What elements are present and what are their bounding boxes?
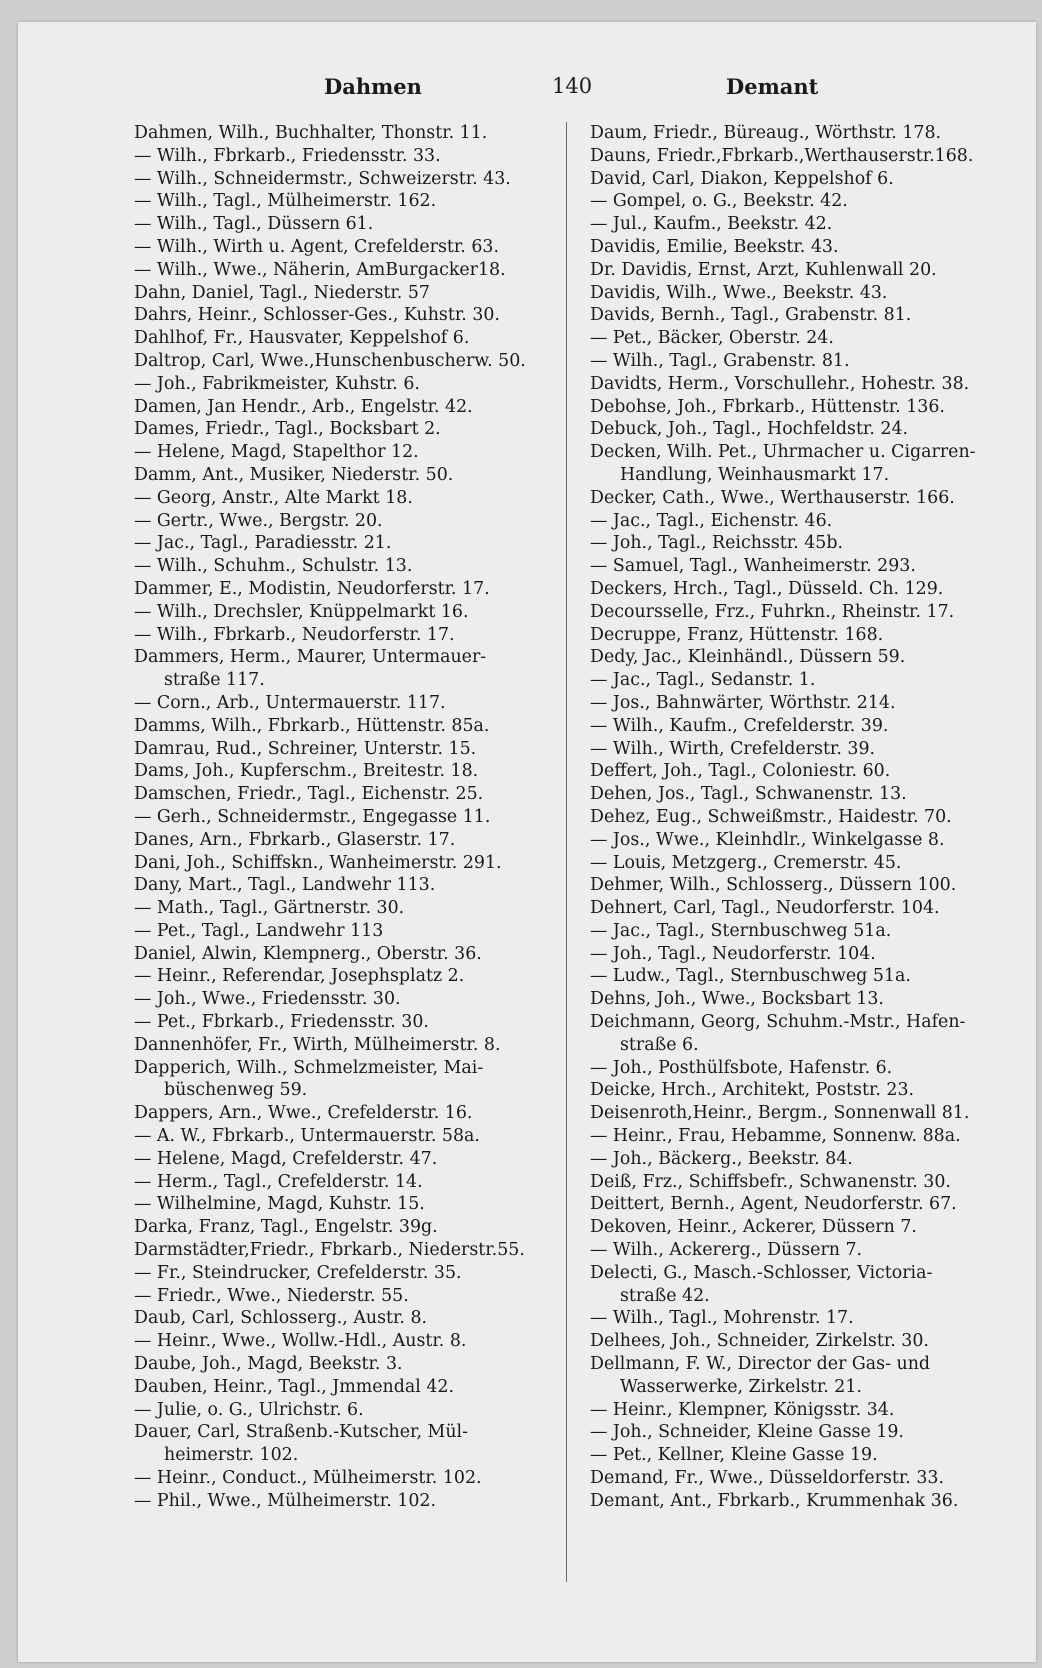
- directory-entry: — Math., Tagl., Gärtnerstr. 30.: [134, 898, 405, 919]
- directory-entry: — Pet., Tagl., Landwehr 113: [134, 920, 384, 941]
- directory-entry: Dr. Davidis, Ernst, Arzt, Kuhlenwall 20.: [590, 259, 937, 280]
- directory-entry: — Heinr., Referendar, Josephsplatz 2.: [134, 966, 465, 987]
- directory-entry: Dauben, Heinr., Tagl., Jmmendal 42.: [134, 1376, 454, 1397]
- directory-entry: — Wilh., Kaufm., Crefelderstr. 39.: [590, 715, 889, 736]
- directory-entry: — Heinr., Frau, Hebamme, Sonnenw. 88a.: [590, 1126, 961, 1147]
- directory-entry: Dames, Friedr., Tagl., Bocksbart 2.: [134, 419, 441, 440]
- directory-entry: — Joh., Tagl., Neudorferstr. 104.: [590, 943, 876, 964]
- directory-entry: Dammers, Herm., Maurer, Untermauer-: [134, 647, 487, 668]
- directory-entry: Davids, Bernh., Tagl., Grabenstr. 81.: [590, 305, 912, 326]
- directory-entry: Dahrs, Heinr., Schlosser-Ges., Kuhstr. 30.: [134, 305, 500, 326]
- directory-entry: — Wilh., Wirth, Crefelderstr. 39.: [590, 738, 876, 759]
- directory-entry: Decoursselle, Frz., Fuhrkn., Rheinstr. 17.: [590, 601, 955, 622]
- directory-entry: — Wilh., Drechsler, Knüppelmarkt 16.: [134, 601, 469, 622]
- directory-entry: Deckers, Hrch., Tagl., Düsseld. Ch. 129.: [590, 578, 944, 599]
- directory-entry: Darmstädter,Friedr., Fbrkarb., Niederstr.55.: [134, 1240, 525, 1261]
- directory-entry: — Gertr., Wwe., Bergstr. 20.: [134, 510, 383, 531]
- right-column: [590, 122, 1020, 1513]
- directory-entry: Dehmer, Wilh., Schlosserg., Düssern 100.: [590, 875, 957, 896]
- directory-entry: — Wilh., Wirth u. Agent, Crefelderstr. 63.: [134, 236, 500, 257]
- directory-entry: — Jac., Tagl., Paradiesstr. 21.: [134, 533, 392, 554]
- directory-entry: Darka, Franz, Tagl., Engelstr. 39g.: [134, 1217, 438, 1238]
- directory-entry: — Joh., Fabrikmeister, Kuhstr. 6.: [134, 373, 420, 394]
- directory-entry: heimerstr. 102.: [164, 1445, 299, 1466]
- directory-entry: — Jac., Tagl., Sedanstr. 1.: [590, 670, 816, 691]
- directory-entry: — Helene, Magd, Stapelthor 12.: [134, 442, 419, 463]
- directory-entry: — Samuel, Tagl., Wanheimerstr. 293.: [590, 556, 916, 577]
- directory-entry: — Jac., Tagl., Eichenstr. 46.: [590, 510, 833, 531]
- directory-entry: straße 117.: [164, 670, 265, 691]
- directory-entry: — Gerh., Schneidermstr., Engegasse 11.: [134, 806, 491, 827]
- directory-entry: Davidis, Emilie, Beekstr. 43.: [590, 236, 839, 257]
- directory-entry: — Gompel, o. G., Beekstr. 42.: [590, 191, 848, 212]
- directory-entry: Dauns, Friedr.,Fbrkarb.,Werthauserstr.168.: [590, 145, 974, 166]
- directory-entry: — Jos., Bahnwärter, Wörthstr. 214.: [590, 692, 896, 713]
- directory-entry: Daniel, Alwin, Klempnerg., Oberstr. 36.: [134, 943, 482, 964]
- directory-entry: Dauer, Carl, Straßenb.-Kutscher, Mül-: [134, 1422, 468, 1443]
- directory-entry: — Wilh., Tagl., Düssern 61.: [134, 214, 374, 235]
- directory-entry: David, Carl, Diakon, Keppelshof 6.: [590, 168, 894, 189]
- directory-entry: Daum, Friedr., Büreaug., Wörthstr. 178.: [590, 123, 942, 143]
- directory-entry: — Joh., Posthülfsbote, Hafenstr. 6.: [590, 1057, 893, 1078]
- directory-entry: Damen, Jan Hendr., Arb., Engelstr. 42.: [134, 396, 473, 417]
- directory-entry: — Joh., Schneider, Kleine Gasse 19.: [590, 1422, 904, 1443]
- directory-entry: Daltrop, Carl, Wwe.,Hunschenbuscherw. 50.: [134, 350, 526, 371]
- directory-entry: — Pet., Fbrkarb., Friedensstr. 30.: [134, 1012, 429, 1033]
- directory-page: [18, 22, 1036, 1662]
- directory-entry: — Heinr., Wwe., Wollw.-Hdl., Austr. 8.: [134, 1331, 467, 1352]
- directory-entry: Daube, Joh., Magd, Beekstr. 3.: [134, 1354, 403, 1375]
- directory-entry: Dannenhöfer, Fr., Wirth, Mülheimerstr. 8.: [134, 1034, 501, 1055]
- directory-entry: — Ludw., Tagl., Sternbuschweg 51a.: [590, 966, 911, 987]
- directory-entry: Dams, Joh., Kupferschm., Breitestr. 18.: [134, 761, 479, 782]
- directory-entry: Davidis, Wilh., Wwe., Beekstr. 43.: [590, 282, 888, 303]
- directory-entry: — Wilh., Tagl., Mohrenstr. 17.: [590, 1308, 854, 1329]
- directory-entry: Deittert, Bernh., Agent, Neudorferstr. 67.: [590, 1194, 957, 1215]
- directory-entry: — Phil., Wwe., Mülheimerstr. 102.: [134, 1490, 436, 1511]
- directory-entry: Daub, Carl, Schlosserg., Austr. 8.: [134, 1308, 428, 1329]
- directory-entry: Decken, Wilh. Pet., Uhrmacher u. Cigarren-: [590, 442, 976, 463]
- directory-entry: Dapperich, Wilh., Schmelzmeister, Mai-: [134, 1057, 484, 1078]
- directory-entry: — Wilh., Schuhm., Schulstr. 13.: [134, 556, 413, 577]
- directory-entry: — Helene, Magd, Crefelderstr. 47.: [134, 1148, 438, 1169]
- directory-entry: Dappers, Arn., Wwe., Crefelderstr. 16.: [134, 1103, 473, 1124]
- directory-entry: Delhees, Joh., Schneider, Zirkelstr. 30.: [590, 1331, 929, 1352]
- directory-entry: Dekoven, Heinr., Ackerer, Düssern 7.: [590, 1217, 917, 1238]
- directory-entry: — Pet., Kellner, Kleine Gasse 19.: [590, 1445, 878, 1466]
- directory-entry: Deichmann, Georg, Schuhm.-Mstr., Hafen-: [590, 1012, 966, 1033]
- directory-entry: Wasserwerke, Zirkelstr. 21.: [620, 1376, 862, 1397]
- directory-entry: — Corn., Arb., Untermauerstr. 117.: [134, 692, 446, 713]
- directory-entry: Demand, Fr., Wwe., Düsseldorferstr. 33.: [590, 1468, 945, 1489]
- column-divider: [566, 122, 567, 1582]
- directory-entry: — Friedr., Wwe., Niederstr. 55.: [134, 1285, 409, 1306]
- directory-entry: Dany, Mart., Tagl., Landwehr 113.: [134, 875, 436, 896]
- directory-entry: — Wilh., Wwe., Näherin, AmBurgacker18.: [134, 259, 506, 280]
- left-column: [134, 122, 554, 1513]
- directory-entry: Demant, Ant., Fbrkarb., Krummenhak 36.: [590, 1490, 959, 1511]
- directory-entry: Deiß, Frz., Schiffsbefr., Schwanenstr. 30.: [590, 1171, 951, 1192]
- directory-entry: — Louis, Metzgerg., Cremerstr. 45.: [590, 852, 902, 873]
- directory-entry: — Joh., Wwe., Friedensstr. 30.: [134, 989, 401, 1010]
- directory-entry: — Wilh., Ackererg., Düssern 7.: [590, 1240, 863, 1261]
- directory-entry: Damrau, Rud., Schreiner, Unterstr. 15.: [134, 738, 477, 759]
- directory-entry: Dani, Joh., Schiffskn., Wanheimerstr. 291.: [134, 852, 502, 873]
- directory-entry: — Pet., Bäcker, Oberstr. 24.: [590, 328, 834, 349]
- page-header: [128, 74, 1008, 108]
- directory-entry: Dahmen, Wilh., Buchhalter, Thonstr. 11.: [134, 123, 488, 143]
- directory-entry: Deisenroth,Heinr., Bergm., Sonnenwall 81.: [590, 1103, 970, 1124]
- directory-entry: — Julie, o. G., Ulrichstr. 6.: [134, 1399, 364, 1420]
- directory-entry: — A. W., Fbrkarb., Untermauerstr. 58a.: [134, 1126, 480, 1147]
- directory-entry: — Jul., Kaufm., Beekstr. 42.: [590, 214, 833, 235]
- directory-entry: — Joh., Tagl., Reichsstr. 45b.: [590, 533, 844, 554]
- directory-entry: Handlung, Weinhausmarkt 17.: [620, 464, 890, 485]
- directory-entry: — Jac., Tagl., Sternbuschweg 51a.: [590, 920, 892, 941]
- directory-entry: Damm, Ant., Musiker, Niederstr. 50.: [134, 464, 454, 485]
- directory-entry: — Georg, Anstr., Alte Markt 18.: [134, 487, 413, 508]
- directory-entry: Deicke, Hrch., Architekt, Poststr. 23.: [590, 1080, 915, 1101]
- directory-entry: — Wilh., Tagl., Mülheimerstr. 162.: [134, 191, 437, 212]
- directory-entry: Dehnert, Carl, Tagl., Neudorferstr. 104.: [590, 898, 940, 919]
- directory-entry: Debohse, Joh., Fbrkarb., Hüttenstr. 136.: [590, 396, 945, 417]
- directory-entry: Dellmann, F. W., Director der Gas- und: [590, 1354, 931, 1375]
- directory-entry: — Jos., Wwe., Kleinhdlr., Winkelgasse 8.: [590, 829, 945, 850]
- header-last-name: Demant: [726, 74, 819, 99]
- directory-entry: — Fr., Steindrucker, Crefelderstr. 35.: [134, 1262, 462, 1283]
- directory-entry: Damschen, Friedr., Tagl., Eichenstr. 25.: [134, 784, 484, 805]
- directory-entry: Dehns, Joh., Wwe., Bocksbart 13.: [590, 989, 884, 1010]
- directory-entry: — Joh., Bäckerg., Beekstr. 84.: [590, 1148, 853, 1169]
- directory-entry: Dehez, Eug., Schweißmstr., Haidestr. 70.: [590, 806, 952, 827]
- directory-entry: Decker, Cath., Wwe., Werthauserstr. 166.: [590, 487, 955, 508]
- directory-entry: büschenweg 59.: [164, 1080, 308, 1101]
- directory-entry: Davidts, Herm., Vorschullehr., Hohestr. 38.: [590, 373, 970, 394]
- directory-entry: — Heinr., Conduct., Mülheimerstr. 102.: [134, 1468, 482, 1489]
- directory-entry: Danes, Arn., Fbrkarb., Glaserstr. 17.: [134, 829, 456, 850]
- directory-entry: Damms, Wilh., Fbrkarb., Hüttenstr. 85a.: [134, 715, 490, 736]
- directory-entry: Debuck, Joh., Tagl., Hochfeldstr. 24.: [590, 419, 909, 440]
- directory-entry: straße 6.: [620, 1034, 699, 1055]
- directory-entry: — Wilh., Tagl., Grabenstr. 81.: [590, 350, 850, 371]
- directory-entry: — Herm., Tagl., Crefelderstr. 14.: [134, 1171, 423, 1192]
- directory-entry: — Wilhelmine, Magd, Kuhstr. 15.: [134, 1194, 425, 1215]
- directory-entry: Dahn, Daniel, Tagl., Niederstr. 57: [134, 282, 430, 303]
- directory-entry: — Wilh., Fbrkarb., Friedensstr. 33.: [134, 145, 441, 166]
- directory-entry: Dedy, Jac., Kleinhändl., Düssern 59.: [590, 647, 906, 668]
- directory-entry: straße 42.: [620, 1285, 710, 1306]
- directory-entry: — Wilh., Schneidermstr., Schweizerstr. 43.: [134, 168, 511, 189]
- directory-entry: — Wilh., Fbrkarb., Neudorferstr. 17.: [134, 624, 455, 645]
- directory-entry: Dahlhof, Fr., Hausvater, Keppelshof 6.: [134, 328, 470, 349]
- directory-entry: Decruppe, Franz, Hüttenstr. 168.: [590, 624, 884, 645]
- directory-entry: — Heinr., Klempner, Königsstr. 34.: [590, 1399, 895, 1420]
- directory-entry: Deffert, Joh., Tagl., Coloniestr. 60.: [590, 761, 891, 782]
- directory-entry: Delecti, G., Masch.-Schlosser, Victoria-: [590, 1262, 933, 1283]
- directory-entry: Dehen, Jos., Tagl., Schwanenstr. 13.: [590, 784, 907, 805]
- page-number: 140: [552, 74, 593, 98]
- header-first-name: Dahmen: [324, 74, 422, 99]
- directory-entry: Dammer, E., Modistin, Neudorferstr. 17.: [134, 578, 490, 599]
